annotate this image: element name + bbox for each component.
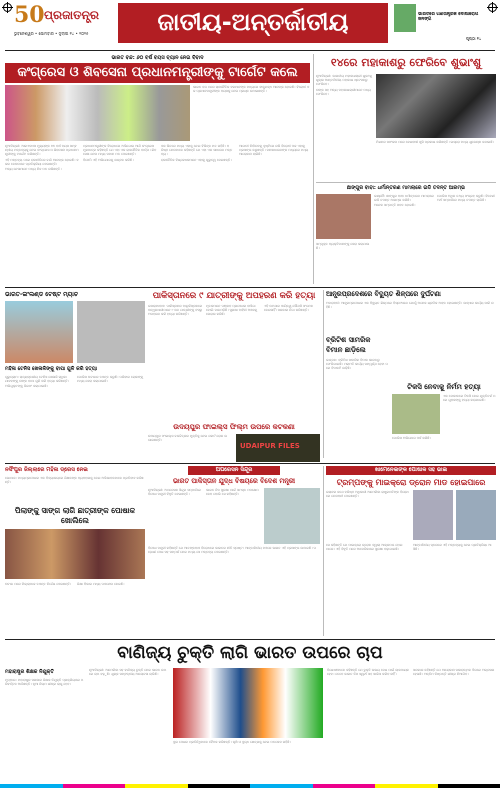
lead-article — [5, 54, 310, 284]
tiger-text: ପୋଲିସ ଅଭିଯୋଗ ଦର୍ଜ କରିଛି। — [392, 436, 431, 440]
shubhanshu-column: ନୂଆଦିଲ୍ଲୀ: ଭାରତୀୟ ମହାକାଶଚାରୀ ଶୁଭାଂଶୁ ଶୁକ୍ଳା ଆନ୍ତର୍ଜାତୀୟ ମହାକାଶ ଷ୍ଟେସନରୁ ଫେରିବେ। ତାଙ୍କ ସହ ଅନ୍ୟ ମହାକାଶଚାରୀମାନେ ମଧ୍ୟ ଫେରିବେ। — [316, 74, 372, 96]
section-title-bar — [118, 3, 388, 43]
narsingpur-headline: ନର୍ସିଂପୁର ଜିଲ୍ଲାରେ ମହିଳା ଡ୍ରେସ ନେଇ — [5, 467, 88, 473]
sindoor-text: ବିଦେଶ ମନ୍ତ୍ରୀ କହିଛନ୍ତି ଯେ ଆତଙ୍କବାଦ ବିରୋଧରେ ଭାରତର ନୀତି ସ୍ପଷ୍ଟ। ଆନ୍ତର୍ଜାତୀୟ ମଞ୍ଚରେ ଭାରତ ଏହି ପ୍ରସଙ୍ଗ ଉଠାଇଛି। ପଡ଼ୋଶୀ ଦେଶ ସହ ସମ୍ପର୍କ ନେଇ ମଧ୍ୟ ସେ ମନ୍ତବ୍ୟ ଦେଇଛନ୍ତି। — [148, 546, 316, 555]
chhangur-column: ପୋଲିସ ଅଧିକ ତଥ୍ୟ ସଂଗ୍ରହ କରୁଛି। ବିଦେଶୀ ଅର୍ଥ ସମ୍ପର୍କରେ ମଧ୍ୟ ତଦନ୍ତ ଚାଲିଛି। — [437, 194, 495, 203]
chhangur-headline: ଛାଙ୍ଗୁର ବାବା: ଧର୍ମାନ୍ତରଣ ମାମଲାରେ ଇଡି ତଦନ୍ତ ଆରମ୍ଭ — [346, 185, 465, 191]
sindoor-kicker: ଅପରେସନ ସିନ୍ଦୂର — [215, 467, 253, 473]
sindoor-column: ନୂଆଦିଲ୍ଲୀ: ଅପରେସନ ସିନ୍ଦୂର ସମ୍ପର୍କରେ ବିଦେଶ ମନ୍ତ୍ରୀ ବିବୃତି ଦେଇଛନ୍ତି। — [148, 488, 201, 497]
lead-photo-strip — [5, 85, 190, 141]
tennis-column: ଗୁରୁଗ୍ରାମ: ରାଜ୍ୟସ୍ତରୀୟ ଟେନିସ ଖେଳାଳି ରାଧିକା ଯାଦବଙ୍କୁ ତାଙ୍କ ବାପା ଗୁଳି କରି ହତ୍ୟା କରିଛନ୍ତି। ଅଭିଯୁକ୍ତଙ୍କୁ ଗିରଫ କରାଯାଇଛି। — [5, 375, 70, 389]
shubhanshu-column: ମିଶନର ସଫଳତା ପରେ ଦେଶବାସୀ ଖୁସି ପ୍ରକାଶ କରିଛନ୍ତି। ଇସ୍ରୋ ମଧ୍ୟ ଶୁଭେଚ୍ଛା ଜଣାଇଛି। — [376, 140, 495, 144]
trump-column: ଇରାନର ଜଣେ ବରିଷ୍ଠ ଅଧିକାରୀ ଆମେରିକା ରାଷ୍ଟ୍ରପତିଙ୍କ ବିରୋଧରେ ଚେତାବନୀ ଦେଇଛନ୍ତି। — [326, 490, 409, 499]
right-mid-stories — [326, 290, 496, 458]
tiger-text: ଏକ ଦୋକାନରେ ଟିକସି ନେଇ ଯୁକ୍ତିତର୍କ ପରେ ଯୁବକଙ୍କୁ ହତ୍ୟା କରାଯାଇଛି। — [443, 394, 496, 403]
dateline: ଭୁବନେଶ୍ୱର • ସୋମବାର • ଜୁଲାଇ ୧୪ • ୨୦୨୫ — [14, 31, 89, 36]
section-divider — [5, 287, 495, 288]
chhangur-column: ସମ୍ପୃକ୍ତ ବ୍ୟକ୍ତିମାନଙ୍କୁ ଜେରା କରାଯାଉଛି। — [316, 242, 370, 251]
trade-column: ନୂଆଦିଲ୍ଲୀ: ଆମେରିକା ସହ ବାଣିଜ୍ୟ ଚୁକ୍ତି ନେଇ ଭାରତ ଉପରେ ଚାପ ବଢ଼ୁଛି। ଶୁଳ୍କ ସମ୍ବନ୍ଧୀୟ ଆଲୋଚନା ଚାଲିଛି। — [89, 668, 167, 677]
paper-name: ପ୍ରଜାତନ୍ତ୍ର — [44, 8, 100, 22]
sindoor-article — [148, 466, 320, 636]
trade-column: ବିଶେଷଜ୍ଞମାନେ କହିଛନ୍ତି ଯେ ଚୁକ୍ତି ଉଭୟ ଦେଶ ପାଇଁ ଲାଭଦାୟକ ହେବ। ତେବେ ଭାରତ ନିଜ ସ୍ୱାର୍ଥ ସହ ସାଲିସ କରିବ ନାହିଁ। — [327, 668, 409, 677]
anniversary-logo: 50 — [14, 4, 45, 26]
trade-headline: ବାଣିଜ୍ୟ ଚୁକ୍ତି ଲାଗି ଭାରତ ଉପରେ ଚାପ — [117, 643, 383, 663]
pakistan-article — [148, 290, 320, 420]
anuppur-text: ଅମରାବତୀ: ଆନ୍ଧ୍ରପ୍ରଦେଶର ଏକ ବିଦ୍ୟୁତ ଶିଳ୍ପରେ ବିସ୍ଫୋରଣ ଯୋଗୁଁ ଅନେକ ଶ୍ରମିକ ଆହତ ହୋଇଛନ୍ତି। ଉଦ୍ଧାର କାର୍ଯ୍ୟ ଜାରି ରହିଛି। — [326, 301, 494, 310]
trump-kicker: ଖାମେନେଇଙ୍କ ପୋଷାକ ସହ ଭାଇ — [374, 467, 448, 473]
trump-article — [326, 466, 496, 636]
pakistan-column: ଇସଲାମାବାଦ: ପାକିସ୍ତାନର ବାଲୁଚିସ୍ତାନରେ ବନ୍ଧୁକଧାରୀମାନେ ୯ ଜଣ ଯାତ୍ରୀଙ୍କୁ ବସରୁ ଅପହରଣ କରି ହତ୍ୟା କରିଛନ୍ତି। — [148, 304, 203, 317]
narsingpur-column: ଶିକ୍ଷା ବିଭାଗ ମଧ୍ୟ ପଦକ୍ଷେପ ନେଇଛି। — [77, 582, 125, 586]
section-title: ଜାତୀୟ-ଅନ୍ତର୍ଜାତୀୟ — [157, 8, 349, 36]
trump-column: ସେ କହିଛନ୍ତି ଯେ ମାଇକ୍ରୋ ଡ୍ରୋନ ଦ୍ୱାରା ଆକ୍ରମଣ ହୋଇପାରେ। ଏହି ବିବୃତି ପରେ ଆମେରିକାରେ ସୁରକ୍ଷା ବଢ଼ାଯାଇଛି। — [326, 543, 403, 552]
astronaut-photo — [376, 74, 496, 138]
chhangur-photo — [316, 194, 371, 239]
udaipur-poster — [236, 434, 320, 462]
section-divider — [316, 182, 496, 183]
column-divider — [323, 466, 324, 636]
pakistan-column: ଏହି ଘଟଣାର ଦାୟିତ୍ୱ କୌଣସି ସଂଗଠନ ନେଇନାହିଁ। ସରକାର ନିନ୍ଦା କରିଛନ୍ତି। — [264, 304, 313, 313]
narsingpur-article — [5, 466, 145, 636]
cmyk-color-bar — [0, 784, 500, 788]
sindoor-kicker-bar — [188, 466, 280, 475]
trump-column: ଆନ୍ତର୍ଜାତୀୟ ସ୍ତରରେ ଏହି ମନ୍ତବ୍ୟକୁ ନେଇ ପ୍ରତିକ୍ରିୟା ଆସିଛି। — [413, 543, 492, 552]
page-number: ପୃଷ୍ଠା ୧୪ — [466, 36, 482, 41]
masthead-divider — [5, 50, 495, 51]
section-divider — [5, 463, 495, 464]
lead-column: ଦଳ ଭିତରେ ମଧ୍ୟ ଏହାକୁ ନେଇ ବିଭିନ୍ନ ମତ ରହିଛି। ବରିଷ୍ଠ ନେତାମାନେ କହିଛନ୍ତି ଯେ ଏହା ଏକ ସାଧାରଣ ମନ୍ତବ୍ୟ। ରାଜନୈତିକ ବିଶ୍ଳେଷକମାନେ ଏହାକୁ ଗୁରୁତ୍ୱ ଦେଇଛନ୍ତି। — [161, 144, 233, 162]
lead-headline: କଂଗ୍ରେସ ଓ ଶିବସେନା ପ୍ରଧାନମନ୍ତ୍ରୀଙ୍କୁ ଟାର୍ଗେଟ କଲେ — [17, 65, 298, 80]
shubhanshu-headline: ୧୪ରେ ମହାକାଶରୁ ଫେରିବେ ଶୁଭାଂଶୁ — [330, 56, 482, 69]
lead-column: ନୂଆଦିଲ୍ଲୀ: ଆରଏସଏସ ମୁଖ୍ୟଙ୍କ ୭୫ ବର୍ଷ ବୟସ ସମ୍ବନ୍ଧୀୟ ମନ୍ତବ୍ୟକୁ ନେଇ କଂଗ୍ରେସ ଓ ଶିବସେନା ପ୍ରଧାନମନ୍ତ୍ରୀଙ୍କୁ ଟାର୍ଗେଟ କରିଛନ୍ତି। ଏହି ମନ୍ତବ୍ୟ ପରେ ରାଜନୀତିରେ ଚର୍ଚ୍ଚା ଆରମ୍ଭ ହୋଇଛି। ଦଳର ନେତାମାନେ ପ୍ରତିକ୍ରିୟା ଦେଇଛନ୍ତି। ଅନ୍ୟ ନେତାମାନେ ମଧ୍ୟ ନିଜ ମତ ରଖିଛନ୍ତି। — [5, 144, 79, 172]
tennis-column: ପୋଲିସ ଘଟଣାର ତଦନ୍ତ କରୁଛି। ପରିବାର ଲୋକଙ୍କୁ ମଧ୍ୟ ଜେରା କରାଯାଇଛି। — [77, 375, 144, 384]
column-divider — [313, 54, 314, 284]
tennis-article — [5, 290, 145, 460]
jammu-text: ଲଣ୍ଡନ: ବ୍ରିଟିଶ ସାମରିକ ବିମାନ ଭାରତରୁ ଫେରିଯାଇଛି। ମରାମତି କାର୍ଯ୍ୟ ସମ୍ପୂର୍ଣ୍ଣ ହେବା ପରେ ବିମାନଟି ଉଡ଼ିଛି। — [326, 358, 388, 371]
khamenei-photo — [413, 490, 453, 540]
sports-subhead: ମହିଳା ଟେନିସ ଖେଳାଳିଙ୍କୁ ବାପା ଗୁଳି କରି ହତ୍ୟା — [5, 366, 98, 372]
pakistan-column: ମୃତକମାନେ ପଞ୍ଜାବ ପ୍ରଦେଶର ବାସିନ୍ଦା ବୋଲି ଜଣାପଡ଼ିଛି। ସୁରକ୍ଷା ବାହିନୀ ଅଞ୍ଚଳକୁ ଘେରାଉ କରିଛି। — [206, 304, 258, 317]
tiger-headline: ଟିକସି ନେବାକୁ ନିର୍ମମ ହତ୍ୟା — [407, 383, 481, 391]
tennis-photo — [5, 301, 73, 363]
maharashtra-text: ମୁମ୍ବାଇ: ମହାରାଷ୍ଟ୍ର ସରକାର ଶିକ୍ଷକ ନିଯୁକ୍ତି ପ୍ରକ୍ରିୟାରେ ପରିବର୍ତ୍ତନ ଆଣିଛନ୍ତି। ନୂଆ ନିୟମ ଶୀଘ୍ର ଲାଗୁ ହେବ। — [5, 678, 84, 687]
jammu-headline: ବ୍ରିଟିଶ ସାମରିକ ବିମାନ ଛାଡ଼ିଲେ — [326, 336, 371, 354]
chhangur-column: ଲକ୍ଷ୍ନୌ: ଛାଙ୍ଗୁର ବାବା ଧର୍ମାନ୍ତରଣ ମାମଲାରେ ଇଡି ତଦନ୍ତ ଆରମ୍ଭ କରିଛି। ଅନେକ ସମ୍ପତ୍ତି ଜବତ ହୋଇଛି। — [374, 194, 434, 208]
udaipur-headline: ଉଦୟପୁର ଫାଇଲ୍ସ ଫିଲ୍ମ ଉପରେ କଟକଣା — [173, 423, 295, 431]
shubhanshu-article — [316, 54, 496, 284]
maharashtra-box — [5, 668, 85, 780]
sindoor-headline: ଭାରତ ପାକିସ୍ତାନ ଯୁଦ୍ଧ ବିଷୟରେ ବିଦେଶ ମନ୍ତ୍ରୀ — [172, 477, 296, 485]
promo-text: ଭାରତରେ ଗଣତାନ୍ତ୍ରିକ ଦୋଷାରୋପ ଜନଙ୍ଗ — [418, 12, 479, 22]
lead-column: ଭାରତ ବନ୍ଦ ପରେ ରାଜନୈତିକ ଦଳମାନଙ୍କ ମଧ୍ୟରେ ବାକ୍ଯୁଦ୍ଧ ଆରମ୍ଭ ହୋଇଛି। ବିରୋଧୀ ଦଳ ପ୍ରଧାନମନ୍ତ୍ରୀଙ୍କ ବୟସକୁ ନେଇ ପ୍ରଶ୍ନ ଉଠାଇଛନ୍ତି। — [193, 85, 310, 94]
lead-kicker: ଭାରତ ବନ୍ଦ: ୬୦ ବର୍ଷ ବୟସ ବ୍ୟାନ ନେଇ ବିବାଦ — [111, 55, 204, 61]
trade-column: ଦୁଇ ଦେଶର ପ୍ରତିନିଧିମାନେ ବୈଠକ କରିଛନ୍ତି। କୃଷି ଓ ଦୁଗ୍ଧ କ୍ଷେତ୍ରକୁ ନେଇ ମତଭେଦ ରହିଛି। — [173, 740, 291, 744]
sindoor-column: ଭାରତ ନିଜ ସୁରକ୍ଷା ପାଇଁ ସମସ୍ତ ପଦକ୍ଷେପ ନେବ ବୋଲି ସେ କହିଛନ୍ତି। — [206, 488, 259, 497]
students-photo — [5, 529, 145, 579]
narsingpur-subhead: ପିଲାଙ୍କୁ ସାଙ୍ଗ ଲାଗି ଛାତ୍ରୀଙ୍କ ପୋଷାକ ଖୋଲିଲେ — [14, 506, 136, 525]
maharashtra-headline: ମହାରାଷ୍ଟ୍ର ଶିକ୍ଷକ ନିଯୁକ୍ତି — [5, 669, 54, 675]
column-divider — [323, 290, 324, 458]
trade-article — [5, 642, 495, 780]
tiger-photo — [392, 394, 440, 434]
masthead — [0, 0, 500, 50]
father-photo — [77, 301, 145, 363]
lead-column: ଆଗାମୀ ନିର୍ବାଚନକୁ ଦୃଷ୍ଟିରେ ରଖି ବିରୋଧୀ ଦଳ ଏହାକୁ ପ୍ରସଙ୍ଗ କରୁଛନ୍ତି। ଜନସାଧାରଣଙ୍କ ମଧ୍ୟରେ ମଧ୍ୟ ଆଲୋଚନା ଚାଲିଛି। — [239, 144, 309, 157]
udaipur-article — [148, 422, 320, 462]
lead-headline-bar — [5, 63, 310, 83]
anuppur-headline: ଆନ୍ଧ୍ରପ୍ରଦେଶରେ ବିଦ୍ୟୁତ ଶିଳ୍ପରେ ଦୁର୍ଘଟଣା — [326, 290, 441, 298]
lead-column: ପ୍ରଧାନମନ୍ତ୍ରୀଙ୍କ ବିରୋଧରେ ଅଭିଯୋଗ ଆଣି କଂଗ୍ରେସ ମୁଖପାତ୍ର କହିଛନ୍ତି ଯେ ଏହା ଏକ ରାଜନୈତିକ ବାର୍ତ୍ତା। ଶିବସେନା ନେତା ମଧ୍ୟ ସମାନ ମତ ଦେଇଛନ୍ତି। ବିଜେପି ଏହି ଅଭିଯୋଗକୁ ଖଣ୍ଡନ କରିଛି। — [83, 144, 157, 162]
trade-column: ସରକାର କହିଛନ୍ତି ଯେ ଆଲୋଚନା ସକାରାତ୍ମକ ଦିଗରେ ଅଗ୍ରସର ହେଉଛି। ଅନ୍ତିମ ନିଷ୍ପତ୍ତି ଶୀଘ୍ର ନିଆଯିବ। — [413, 668, 495, 677]
trump-photo — [456, 490, 496, 540]
section-divider — [5, 639, 495, 640]
poster-title: UDAIPUR FILES — [240, 442, 300, 450]
narsingpur-text: ଭୋପାଳ: ମଧ୍ୟପ୍ରଦେଶର ଏକ ବିଦ୍ୟାଳୟରେ ଶିକ୍ଷକଙ୍କ ବ୍ୟବହାରକୁ ନେଇ ଅଭିଭାବକମାନେ ପ୍ରତିବାଦ କରିଛନ୍ତି। — [5, 476, 144, 485]
minister-photo — [264, 488, 320, 544]
udaipur-text: ଉଦୟପୁର ଫାଇଲ୍ସ ଚଳଚ୍ଚିତ୍ରର ମୁକ୍ତିକୁ ନେଇ କୋର୍ଟ ରୋକ ଲଗାଇଛନ୍ତି। — [148, 434, 228, 443]
promo-photo — [394, 4, 416, 32]
narsingpur-column: ଘଟଣା ପରେ ଜିଲ୍ଲାପାଳ ତଦନ୍ତ ନିର୍ଦ୍ଦେଶ ଦେଇଛନ୍ତି। — [5, 582, 72, 586]
trump-kicker-bar — [326, 466, 496, 475]
flags-photo — [173, 668, 323, 738]
trump-headline: ଟ୍ରମ୍ପଙ୍କୁ ମାଇକ୍ରୋ ଡ୍ରୋନ ମାଡ ହୋଇପାରେ — [336, 478, 486, 487]
pakistan-headline: ପାକିସ୍ତାନରେ ୯ ଯାତ୍ରୀଙ୍କୁ ଅପହରଣ କରି ହତ୍ୟା — [152, 291, 316, 301]
sports-headline: ଭାରତ-ଇଂଲଣ୍ଡ ଟେଷ୍ଟ ମ୍ୟାଚ — [5, 291, 79, 298]
